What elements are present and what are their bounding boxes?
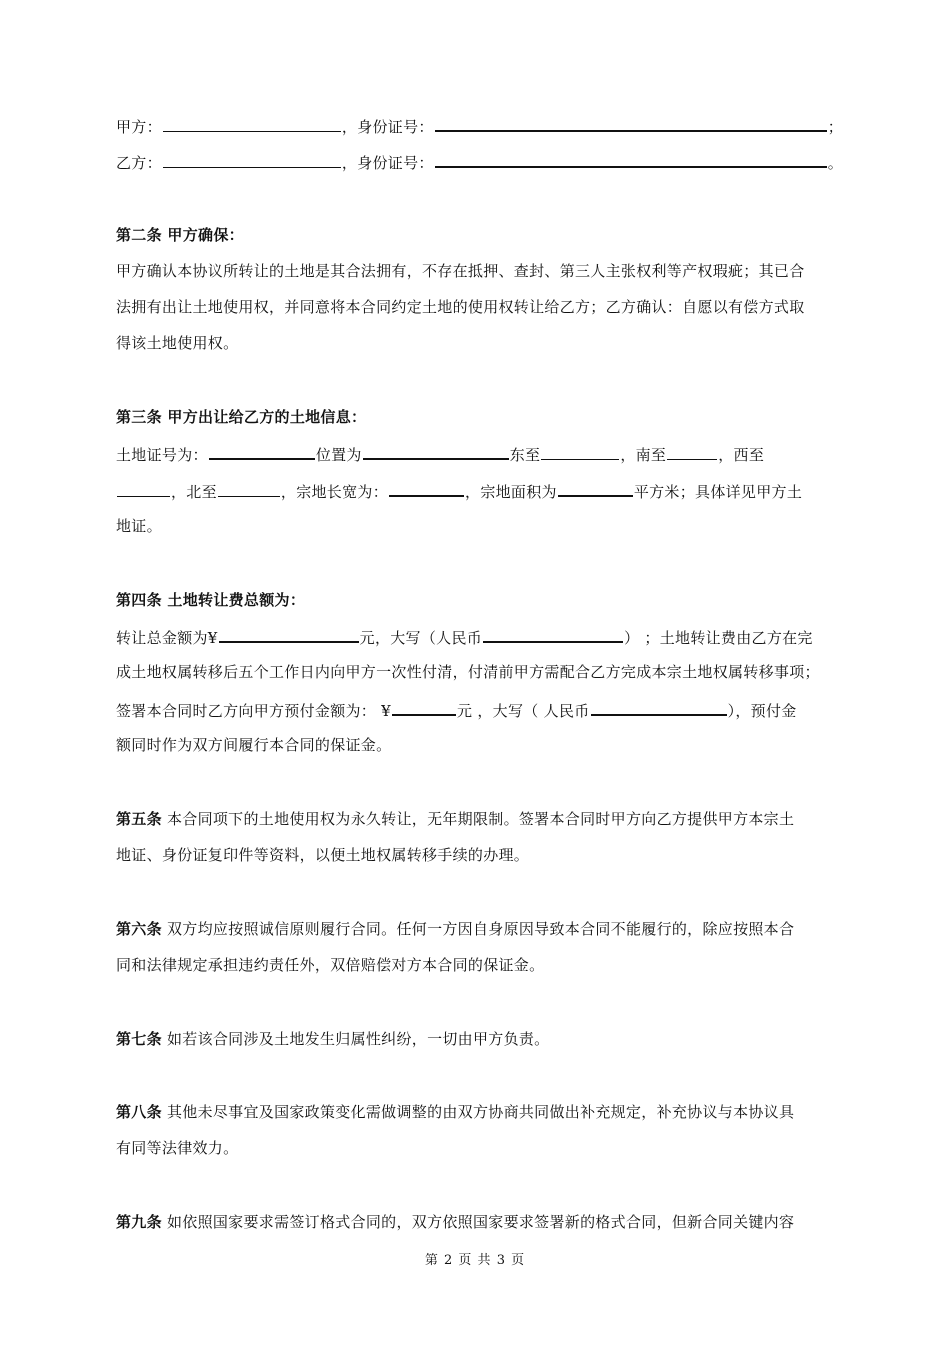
- article-4-line-2: 成土地权属转移后五个工作日内向甲方一次性付清，付清前甲方需配合乙方完成本宗土地权属转移事项；: [116, 663, 820, 681]
- article-8-line-1: 第八条 其他未尽事宜及国家政策变化需做调整的由双方协商共同做出补充规定，补充协议与本协议具: [116, 1103, 795, 1121]
- total-amount-words-blank[interactable]: [483, 626, 623, 643]
- party-a-name-blank[interactable]: [163, 116, 341, 132]
- page-number-footer: 第 2 页 共 3 页: [424, 1253, 526, 1268]
- east-boundary-blank[interactable]: [541, 444, 619, 460]
- south-boundary-blank[interactable]: [667, 444, 717, 460]
- article-2-text: 得该土地使用权。: [116, 334, 239, 352]
- article-9-line-1: 第九条 如依照国家要求需签订格式合同的，双方依照国家要求签署新的格式合同，但新合同关键内容: [116, 1213, 795, 1231]
- land-dimensions-blank[interactable]: [389, 480, 464, 497]
- article-4-line-1: 转让总金额为¥ 元，大写（人民币 ） ；土地转让费由乙方在完: [116, 626, 813, 648]
- article-6-line-2: 同和法律规定承担违约责任外，双倍赔偿对方本合同的保证金。: [116, 956, 545, 974]
- prepay-amount-blank[interactable]: [392, 699, 456, 716]
- article-9-label: 第九条: [116, 1213, 162, 1231]
- article-3-title: 第三条 甲方出让给乙方的土地信息：: [116, 408, 367, 426]
- party-a-line: 甲方： ，身份证号： ；: [116, 115, 843, 137]
- article-8-line-2: 有同等法律效力。: [116, 1139, 239, 1157]
- article-5-line-2: 地证、身份证复印件等资料，以便土地权属转移手续的办理。: [116, 846, 530, 864]
- article-7-line-1: 第七条 如若该合同涉及土地发生归属性纠纷，一切由甲方负责。: [116, 1030, 550, 1048]
- article-3-line-2: ，北至 ，宗地长宽为： ，宗地面积为 平方米；具体详见甲方土: [116, 480, 802, 502]
- party-a-id-blank[interactable]: [435, 115, 827, 132]
- location-blank[interactable]: [363, 443, 509, 460]
- article-2-title: 第二条 甲方确保：: [116, 226, 244, 244]
- article-3-line-3: 地证。: [116, 517, 162, 535]
- land-cert-no-blank[interactable]: [209, 443, 315, 460]
- article-7-label: 第七条: [116, 1030, 162, 1048]
- article-6-line-1: 第六条 双方均应按照诚信原则履行合同。任何一方因自身原因导致本合同不能履行的，除应按照本合: [116, 920, 795, 938]
- north-boundary-blank[interactable]: [218, 481, 280, 497]
- prepay-amount-words-blank[interactable]: [591, 699, 727, 716]
- article-6-label: 第六条: [116, 920, 162, 938]
- article-4-title: 第四条 土地转让费总额为：: [116, 591, 306, 609]
- land-area-blank[interactable]: [558, 480, 633, 497]
- article-5-label: 第五条: [116, 810, 162, 828]
- article-2-text: 甲方确认本协议所转让的土地是其合法拥有，不存在抵押、查封、第三人主张权利等产权瑕疵；其已合: [116, 262, 805, 280]
- party-b-line: 乙方： ，身份证号： 。: [116, 151, 843, 173]
- total-amount-blank[interactable]: [219, 626, 359, 643]
- party-b-name-blank[interactable]: [163, 152, 341, 168]
- party-b-id-blank[interactable]: [435, 151, 827, 168]
- article-5-line-1: 第五条 本合同项下的土地使用权为永久转让，无年期限制。签署本合同时甲方向乙方提供甲方本宗土: [116, 810, 795, 828]
- article-4-line-3: 签署本合同时乙方向甲方预付金额为： ¥ 元 ，大写（ 人民币 ），预付金: [116, 699, 797, 721]
- article-3-line-1: 土地证号为： 位置为 东至 ，南至 ，西至: [116, 443, 764, 465]
- article-4-line-4: 额同时作为双方间履行本合同的保证金。: [116, 736, 392, 754]
- article-2-text: 法拥有出让土地使用权，并同意将本合同约定土地的使用权转让给乙方；乙方确认：自愿以有偿方式取: [116, 298, 805, 316]
- west-boundary-blank[interactable]: [117, 481, 170, 497]
- article-8-label: 第八条: [116, 1103, 162, 1121]
